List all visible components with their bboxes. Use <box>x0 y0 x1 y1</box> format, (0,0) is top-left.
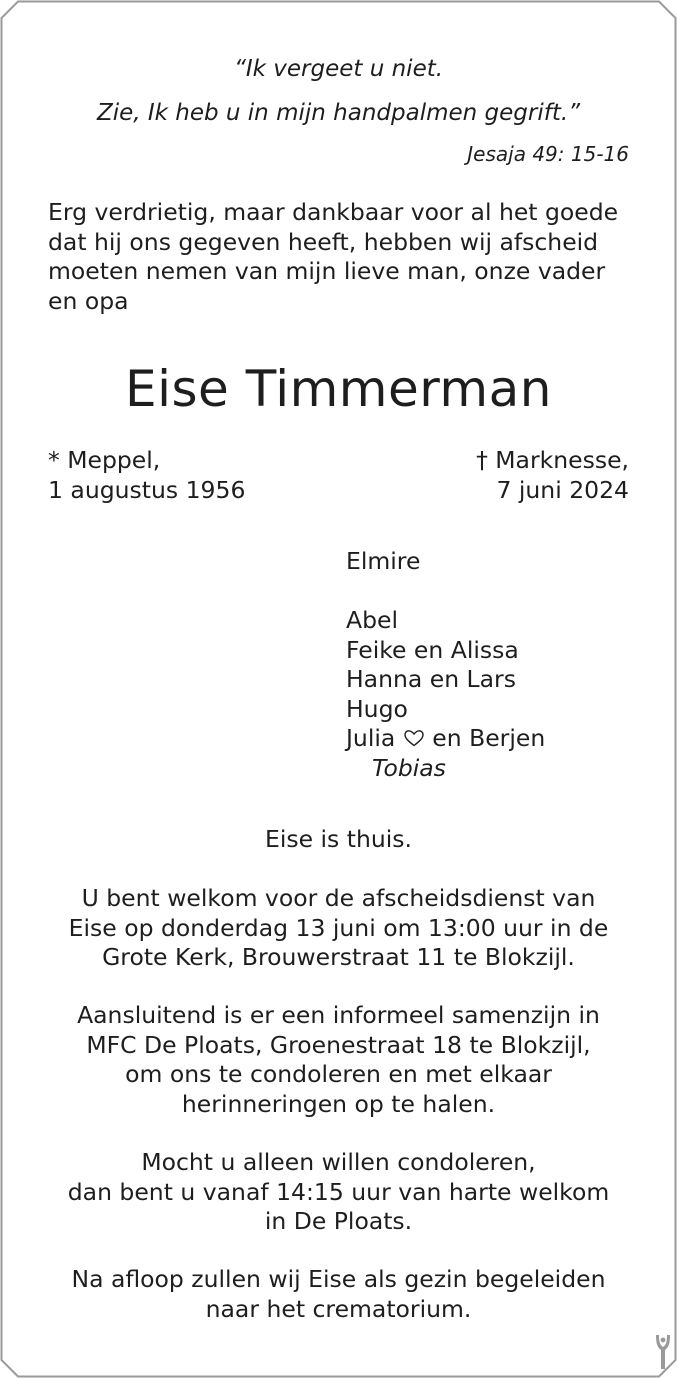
deceased-name: Eise Timmerman <box>125 360 552 418</box>
service-info <box>0 884 677 973</box>
service-line: U bent welkom voor de afscheidsdienst van <box>81 884 596 912</box>
gathering-line: Aansluitend is er een informeel samenzijn in <box>77 1001 600 1029</box>
gathering-line: om ons te condoleren en met elkaar <box>125 1060 552 1088</box>
family-list <box>346 547 545 783</box>
bible-quote-line-1: “Ik vergeet u niet. <box>233 56 444 82</box>
service-line: Grote Kerk, Brouwerstraat 11 te Blokzijl. <box>102 943 575 971</box>
intro-line: Erg verdrietig, maar dankbaar voor al het goede <box>48 198 619 226</box>
death-info <box>476 446 629 505</box>
intro-line: moeten nemen van mijn lieve man, onze vader <box>48 257 606 285</box>
gathering-line: MFC De Ploats, Groenestraat 18 te Blokzijl, <box>86 1030 591 1059</box>
publisher-logo-icon <box>651 1333 675 1373</box>
gathering-line: herinneringen op te halen. <box>181 1089 496 1118</box>
birth-place: * Meppel, <box>48 446 161 474</box>
child-name-with-heart <box>346 724 545 754</box>
death-date: 7 juni 2024 <box>496 475 629 504</box>
bible-quote-line-2: Zie, Ik heb u in mijn handpalmen gegrift.” <box>96 100 581 126</box>
service-line: Eise op donderdag 13 juni om 13:00 uur in de <box>68 913 609 942</box>
child-partner: en Berjen <box>432 724 546 752</box>
child-name: Abel <box>346 606 398 634</box>
closing-line: Na afloop zullen wij Eise als gezin begeleiden <box>71 1265 606 1293</box>
gathering-info <box>0 1001 677 1119</box>
birth-info <box>48 446 245 505</box>
grandchild-name: Tobias <box>372 753 446 782</box>
intro-line: en opa <box>48 286 129 315</box>
child-first-name: Julia <box>346 724 396 752</box>
child-name: Feike en Alissa <box>346 635 519 664</box>
child-name: Hugo <box>346 694 408 723</box>
closing-line: naar het crematorium. <box>205 1294 472 1323</box>
intro-text <box>48 198 618 316</box>
death-place: † Marknesse, <box>476 446 629 474</box>
condolence-line: Mocht u alleen willen condoleren, <box>141 1148 536 1176</box>
quote-source: Jesaja 49: 15-16 <box>467 142 629 166</box>
child-name: Hanna en Lars <box>346 665 516 693</box>
closing-info <box>0 1265 677 1324</box>
home-notice: Eise is thuis. <box>264 825 413 853</box>
heart-outline-icon <box>403 729 425 747</box>
condolence-info <box>0 1148 677 1237</box>
spouse-name: Elmire <box>346 547 421 575</box>
intro-line: dat hij ons gegeven heeft, hebben wij afscheid <box>48 227 599 256</box>
birth-date: 1 augustus 1956 <box>48 475 246 504</box>
condolence-line: in De Ploats. <box>264 1207 413 1235</box>
condolence-line: dan bent u vanaf 14:15 uur van harte welkom <box>67 1177 610 1206</box>
